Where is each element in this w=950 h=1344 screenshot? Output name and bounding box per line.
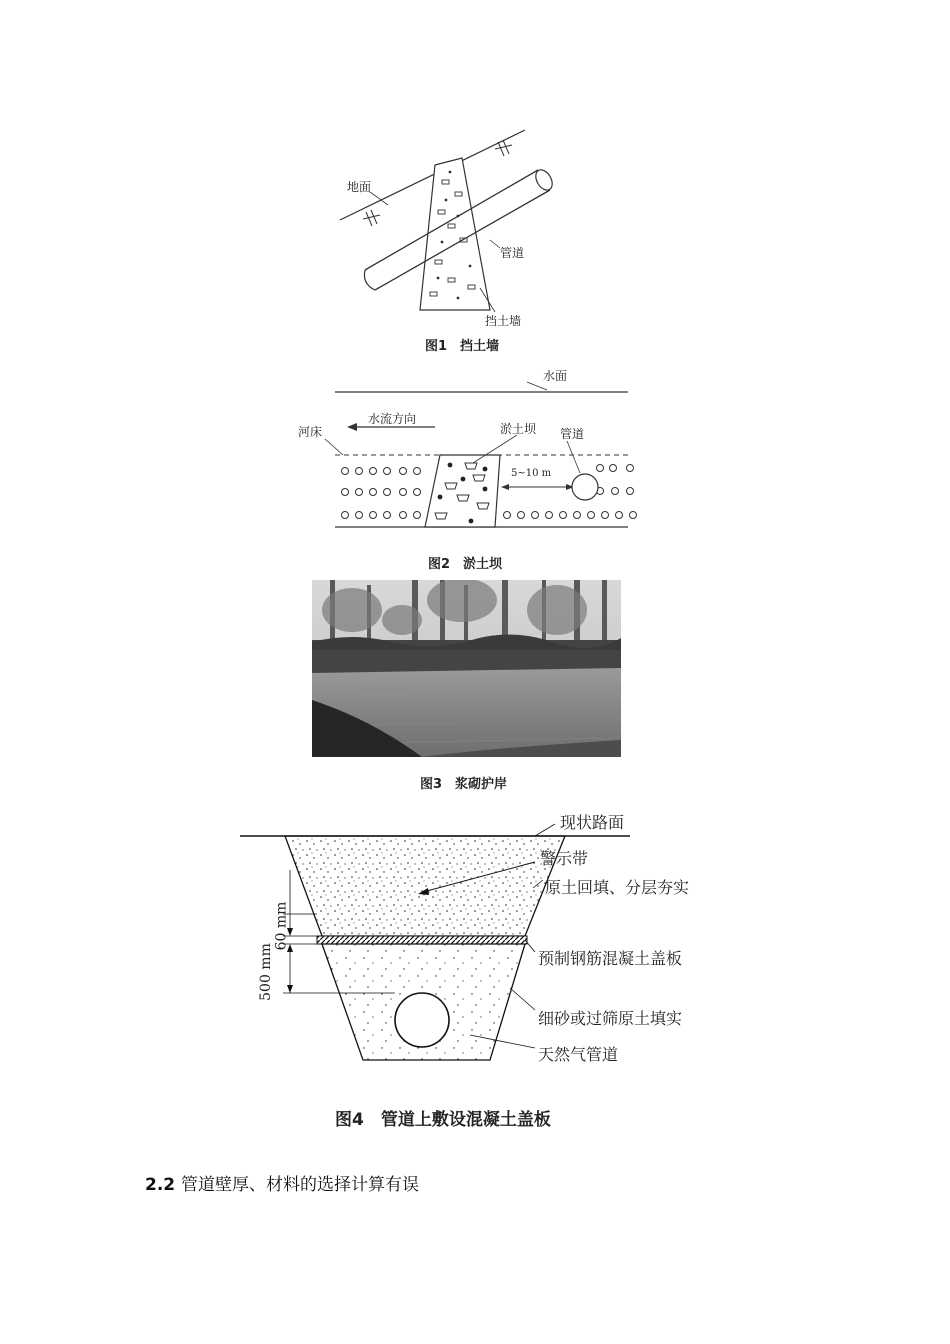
figure-1-label-pipe: 管道 [500,246,525,260]
figure-1-retaining-wall [330,120,560,335]
section-heading [145,1170,419,1195]
section-title: 管道壁厚、材料的选择计算有误 [181,1175,420,1195]
figure-4-drawing [235,810,755,1070]
figure-3-photo [312,580,621,757]
figure-2-caption: 图2 淤土坝 [428,557,503,572]
figure-3-photo-masonry-revetment [312,580,621,757]
figure-2-label-pipe: 管道 [560,427,585,441]
figure-2-label-flow-direction: 水流方向 [368,412,417,426]
figure-4-dim-500mm: 500 mm [257,943,274,1001]
figure-4-label-gas-pipe: 天然气管道 [538,1045,619,1064]
figure-4-label-sand: 细砂或过筛原土填实 [538,1009,683,1028]
figure-1-label-ground: 地面 [347,180,372,194]
figure-2-label-dam: 淤土坝 [500,422,537,436]
figure-4-label-warning-tape: 警示带 [540,849,589,868]
figure-4-label-cover-slab: 预制钢筋混凝土盖板 [538,949,683,968]
figure-1-drawing [330,120,560,335]
figure-2-label-distance: 5~10 m [511,468,552,479]
figure-4-dim-60mm: 60 mm [273,901,290,951]
figure-1-caption: 图1 挡土墙 [425,339,500,354]
figure-4-concrete-cover-slab [235,810,755,1070]
figure-4-label-backfill: 原土回填、分层夯实 [545,878,690,897]
figure-3-caption: 图3 浆砌护岸 [420,777,508,792]
figure-2-drawing [295,365,645,535]
figure-2-silt-dam [295,365,645,535]
section-number: 2.2 [145,1175,176,1195]
figure-2-label-water-surface: 水面 [543,369,568,383]
figure-4-label-road: 现状路面 [560,813,625,832]
figure-2-label-riverbed: 河床 [298,425,323,439]
figure-4-caption: 图4 管道上敷设混凝土盖板 [335,1110,551,1130]
figure-1-label-wall: 挡土墙 [485,314,522,328]
